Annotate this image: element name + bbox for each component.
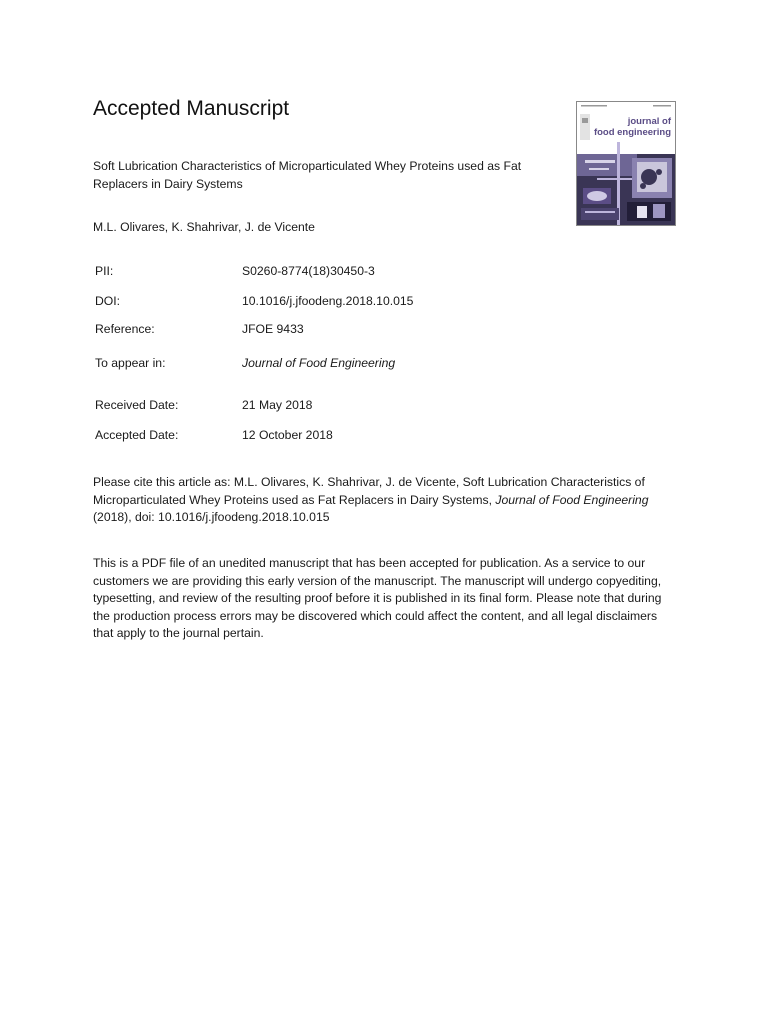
journal-cover-image <box>576 101 676 226</box>
accepted-date-label: Accepted Date: <box>95 428 179 442</box>
citation-prefix: Please cite this article as: M.L. Olivares, K. Shahrivar, J. de Vicente, Soft Lubrication Characteristics of Microparticulated Whey Proteins used as Fat Replacers in Dairy Systems, <box>93 475 645 507</box>
article-title: Soft Lubrication Characteristics of Microparticulated Whey Proteins used as Fat Replacers in Dairy Systems <box>93 159 522 191</box>
cover-journal-line2: food engineering <box>593 127 671 138</box>
reference-label: Reference: <box>95 322 155 336</box>
pii-label: PII: <box>95 264 114 278</box>
disclaimer-paragraph: This is a PDF file of an unedited manuscript that has been accepted for publication. As a service to our customers we are providing this early version of the manuscript. The manuscript will undergo copyediting, typesetting, and review of the resulting proof before it is published in its final form. Please note that during the production process errors may be discovered which could affect the content, and all legal disclaimers that apply to the journal pertain. <box>93 556 662 640</box>
doi-label: DOI: <box>95 294 121 308</box>
article-authors: M.L. Olivares, K. Shahrivar, J. de Vicente <box>93 220 315 234</box>
doi-value: 10.1016/j.jfoodeng.2018.10.015 <box>242 294 414 308</box>
appear-in-label: To appear in: <box>95 356 166 370</box>
page-heading: Accepted Manuscript <box>93 97 290 120</box>
received-date-value: 21 May 2018 <box>242 398 313 412</box>
citation-paragraph <box>93 474 673 527</box>
citation-journal: Journal of Food Engineering <box>495 492 649 507</box>
appear-in-value: Journal of Food Engineering <box>242 356 396 370</box>
accepted-date-value: 12 October 2018 <box>242 428 333 442</box>
cover-journal-line1: journal of <box>627 116 671 127</box>
citation-suffix: (2018), doi: 10.1016/j.jfoodeng.2018.10.015 <box>93 510 330 524</box>
pii-value: S0260-8774(18)30450-3 <box>242 264 375 278</box>
received-date-label: Received Date: <box>95 398 179 412</box>
reference-value: JFOE 9433 <box>242 322 304 336</box>
